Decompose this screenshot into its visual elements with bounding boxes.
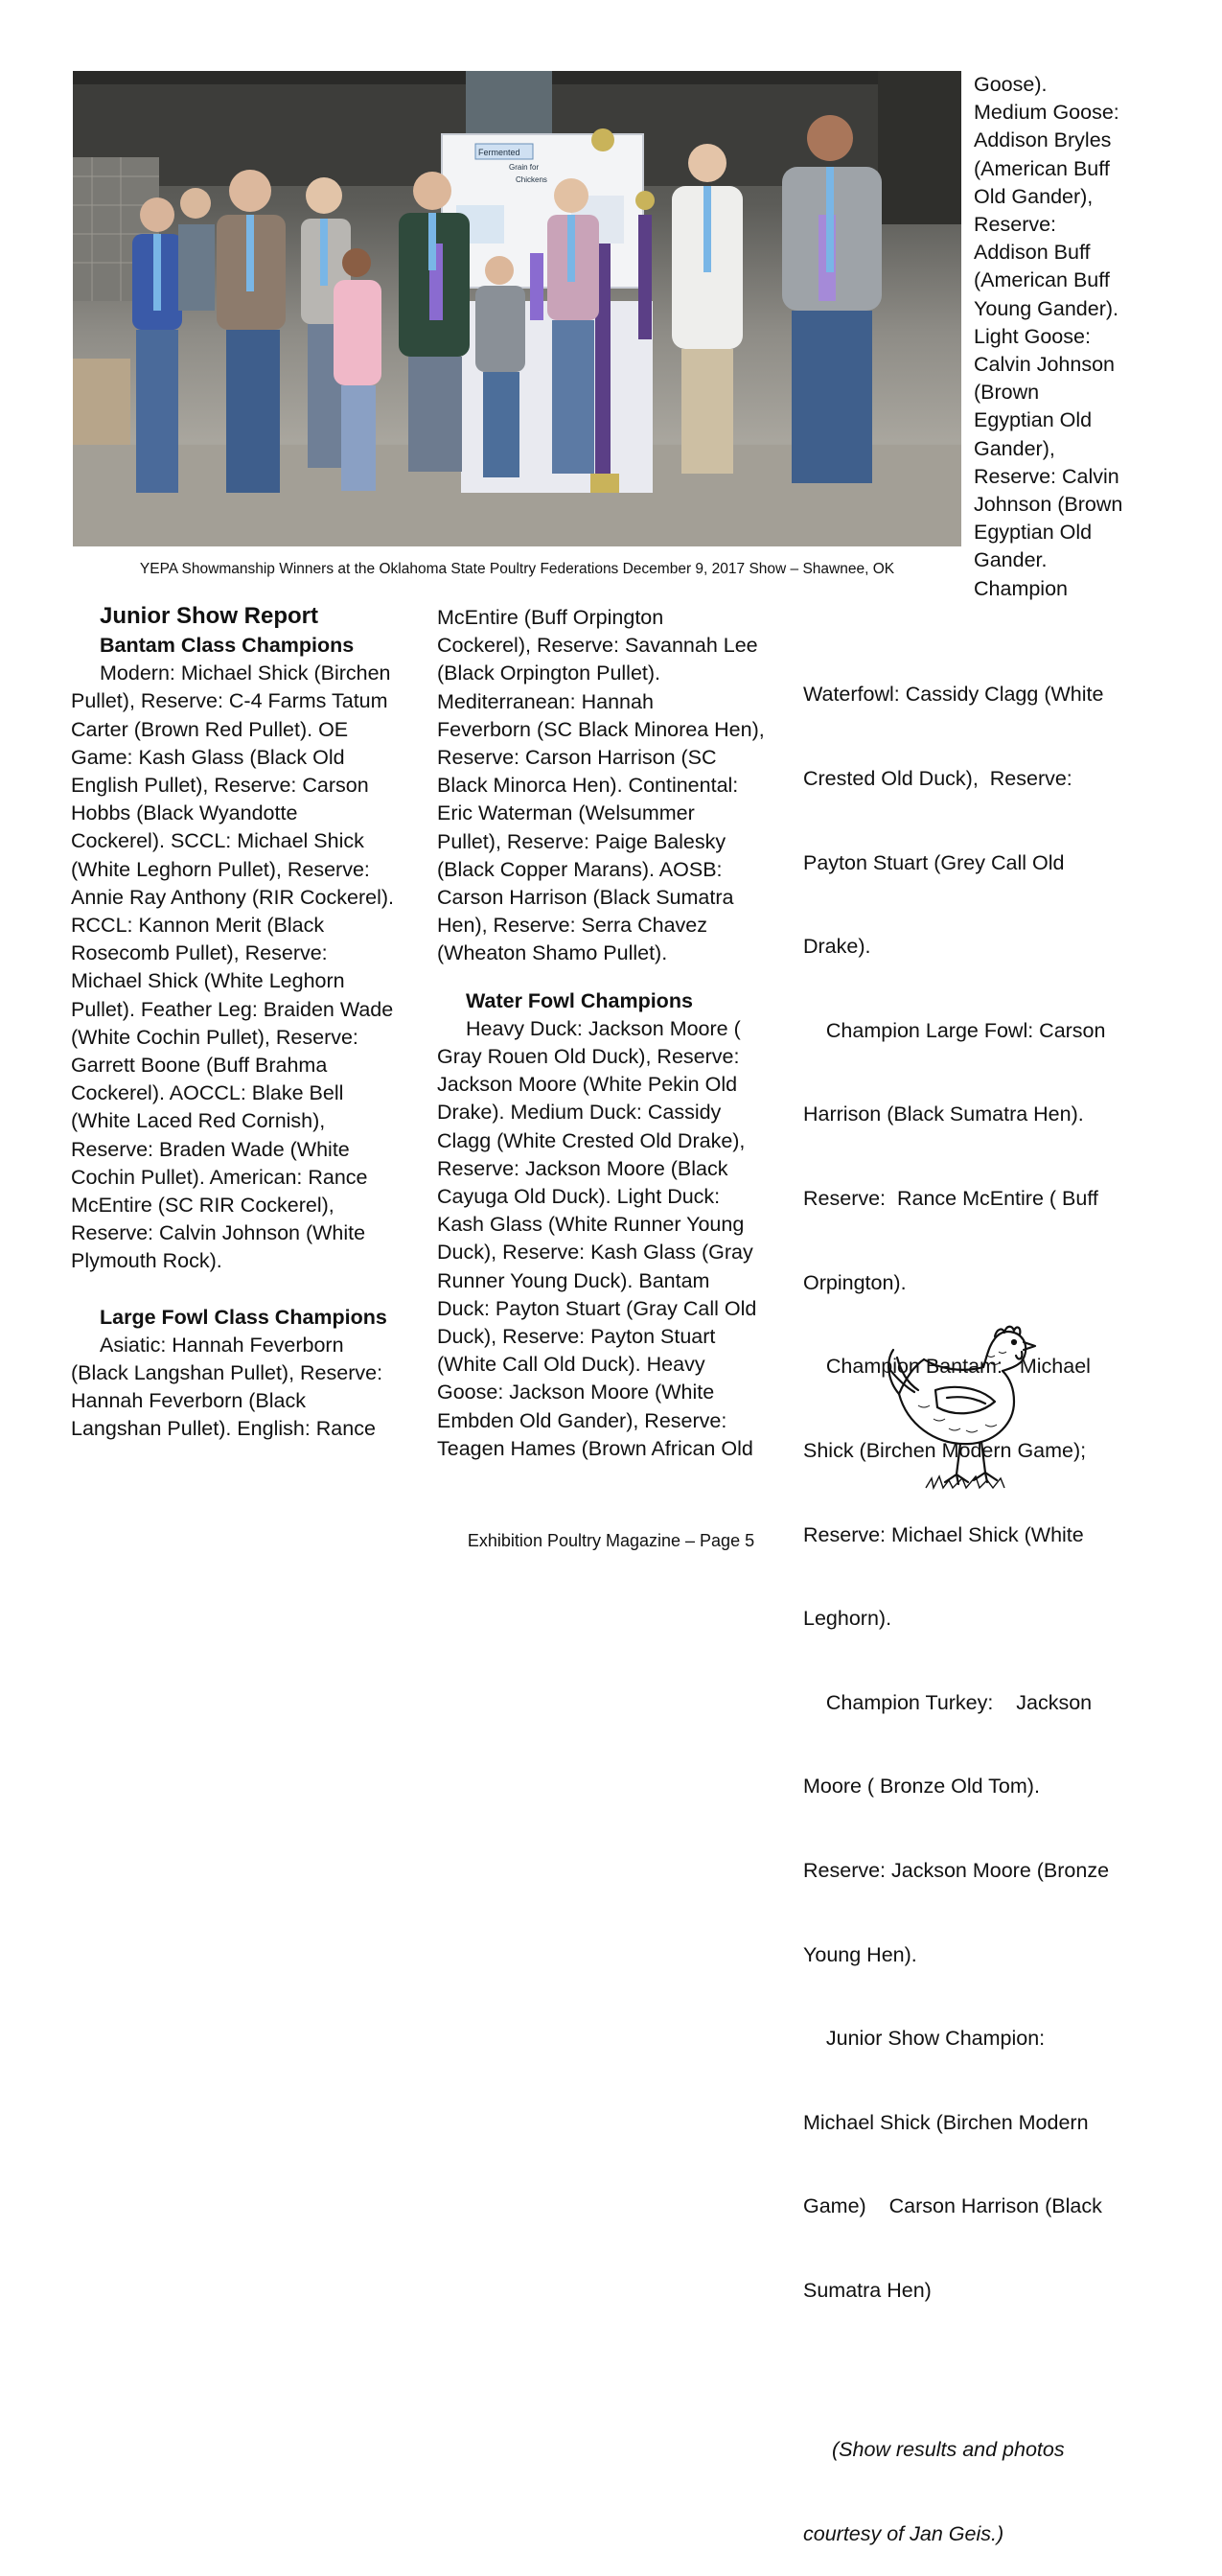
text-line: Payton Stuart (Grey Call Old [803,850,1065,874]
credit-line: courtesy of Jan Geis.) [803,2521,1004,2545]
text-line: RCCL: Kannon Merit (Black [71,914,325,938]
text-line: (White Leghorn Pullet), Reserve: [71,857,370,881]
text-line: Runner Young Duck). Bantam [437,1268,710,1292]
text-line: Medium Goose: [974,101,1119,125]
text-line: Drake). [803,935,871,959]
photo-caption: YEPA Showmanship Winners at the Oklahoma State Poultry Federations December 9, 2017 Show – Shawnee, OK [139,561,895,577]
text-line: Cochin Pullet). American: Rance [71,1165,368,1189]
text-line: Teagen Hames (Brown African Old [437,1436,753,1460]
page-footer: Exhibition Poultry Magazine – Page 5 [467,1531,755,1550]
text-line: Gray Rouen Old Duck), Reserve: [437,1045,740,1069]
text-line: Drake). Medium Duck: Cassidy [437,1101,722,1125]
text-line: Hobbs (Black Wyandotte [71,801,298,825]
text-line: Asiatic: Hannah Feverborn [100,1333,344,1357]
text-line: Carson Harrison (Black Sumatra [437,886,734,910]
text-line: (Black Copper Marans). AOSB: [437,857,723,881]
text-line: Calvin Johnson [974,353,1116,377]
board-line3: Chickens [516,175,547,184]
text-line: Goose). [974,73,1048,96]
text-line: Champion [974,576,1068,600]
text-line: Egyptian Old [974,408,1093,432]
text-line: Sumatra Hen) [803,2278,932,2302]
text-line: Langshan Pullet). English: Rance [71,1417,376,1441]
water-fowl-heading: Water Fowl Champions [466,988,693,1012]
text-line: Moore ( Bronze Old Tom). [803,1775,1040,1799]
text-line: Shick (Birchen Modern Game); [803,1438,1087,1462]
board-title: Fermented [478,148,520,157]
text-line: (Wheaton Shamo Pullet). [437,941,668,965]
text-line: Rosecomb Pullet), Reserve: [71,941,328,965]
text-line: (Black Langshan Pullet), Reserve: [71,1361,383,1385]
text-line: Pullet), Reserve: C-4 Farms Tatum [71,689,388,713]
text-line: Michael Shick (Birchen Modern [803,2110,1089,2134]
credit-line: (Show results and photos [832,2438,1065,2461]
text-line: Leghorn). [803,1607,892,1631]
text-line: Embden Old Gander), Reserve: [437,1408,727,1432]
text-line: Orpington). [803,1270,907,1294]
text-line: Gander), [974,436,1055,460]
text-line: Reserve: [974,213,1057,237]
text-line: Reserve: Calvin [974,464,1119,488]
text-line: Duck: Payton Stuart (Gray Call Old [437,1296,757,1320]
text-line: Reserve: Jackson Moore (Black [437,1156,728,1180]
text-line: Carter (Brown Red Pullet). OE [71,717,349,741]
text-line: Feverborn (SC Black Minorea Hen), [437,717,765,741]
text-line: Hen), Reserve: Serra Chavez [437,914,707,938]
text-line: Waterfowl: Cassidy Clagg (White [803,683,1104,707]
text-line: Pullet), Reserve: Paige Balesky [437,829,726,853]
column-3 [803,625,1148,2576]
bantam-heading: Bantam Class Champions [100,634,355,657]
text-line: Eric Waterman (Welsummer [437,801,695,825]
text-line: Clagg (White Crested Old Drake), [437,1128,746,1152]
text-line: Champion Turkey: Jackson [803,1690,1093,1714]
hen-illustration-icon [880,1323,1043,1496]
text-line: Crested Old Duck), Reserve: [803,767,1072,791]
text-line: Young Gander). [974,296,1119,320]
text-line: Annie Ray Anthony (RIR Cockerel). [71,885,394,909]
text-line: Duck), Reserve: Kash Glass (Gray [437,1241,753,1265]
text-line: McEntire (Buff Orpington [437,606,664,629]
text-line: (Black Orpington Pullet). [437,661,661,685]
group-photo-illustration [73,71,961,546]
text-line: Egyptian Old [974,521,1093,545]
text-line: Cayuga Old Duck). Light Duck: [437,1185,721,1209]
text-line: Goose: Jackson Moore (White [437,1381,715,1404]
text-line: Duck), Reserve: Payton Stuart [437,1325,716,1349]
text-line: Modern: Michael Shick (Birchen [100,661,391,685]
text-line: Cockerel). SCCL: Michael Shick [71,829,364,853]
text-line: Reserve: Calvin Johnson (White [71,1221,366,1245]
text-line: Champion Bantam: Michael [803,1355,1091,1379]
text-line: Jackson Moore (White Pekin Old [437,1073,738,1097]
text-line: Black Minorca Hen). Continental: [437,774,739,798]
report-title: Junior Show Report [100,603,318,629]
text-line: Kash Glass (White Runner Young [437,1213,745,1237]
text-line: Cockerel), Reserve: Savannah Lee [437,634,758,658]
group-photo [73,71,961,546]
right-top-column [974,71,1213,603]
text-line: Gander. [974,548,1048,572]
text-line: (American Buff [974,156,1110,180]
text-line: Champion Large Fowl: Carson [803,1018,1106,1042]
text-line: Old Gander), [974,184,1094,208]
text-line: (American Buff [974,268,1110,292]
column-2 [437,604,787,1463]
text-line: (White Laced Red Cornish), [71,1109,326,1133]
text-line: Cockerel). AOCCL: Blake Bell [71,1081,344,1105]
text-line: (White Call Old Duck). Heavy [437,1353,705,1377]
text-line: Harrison (Black Sumatra Hen). [803,1102,1084,1126]
text-line: Young Hen). [803,1942,917,1966]
text-line: Game: Kash Glass (Black Old [71,745,345,769]
text-line: Garrett Boone (Buff Brahma [71,1054,328,1078]
text-line: Light Goose: [974,324,1091,348]
text-line: Reserve: Jackson Moore (Bronze [803,1858,1110,1882]
text-line: (Brown [974,381,1040,405]
text-line: McEntire (SC RIR Cockerel), [71,1194,334,1218]
text-line: Reserve: Rance McEntire ( Buff [803,1187,1098,1211]
text-line: Hannah Feverborn (Black [71,1389,306,1413]
text-line: Mediterranean: Hannah [437,689,654,713]
text-line: Pullet). Feather Leg: Braiden Wade [71,997,394,1021]
column-1 [71,602,416,1444]
text-line: (White Cochin Pullet), Reserve: [71,1025,358,1049]
text-line: Reserve: Braden Wade (White [71,1137,350,1161]
text-line: Reserve: Carson Harrison (SC [437,746,717,770]
text-line: Michael Shick (White Leghorn [71,969,345,993]
text-line: Addison Bryles [974,128,1112,152]
text-line: Johnson (Brown [974,493,1123,517]
large-fowl-heading: Large Fowl Class Champions [100,1305,387,1329]
board-line2: Grain for [509,163,540,172]
text-line: Heavy Duck: Jackson Moore ( [466,1016,741,1040]
text-line: Junior Show Champion: [803,2027,1046,2051]
text-line: Game) Carson Harrison (Black [803,2194,1102,2218]
text-line: Addison Buff [974,241,1091,265]
text-line: English Pullet), Reserve: Carson [71,774,369,798]
text-line: Reserve: Michael Shick (White [803,1522,1084,1546]
text-line: Plymouth Rock). [71,1249,222,1273]
